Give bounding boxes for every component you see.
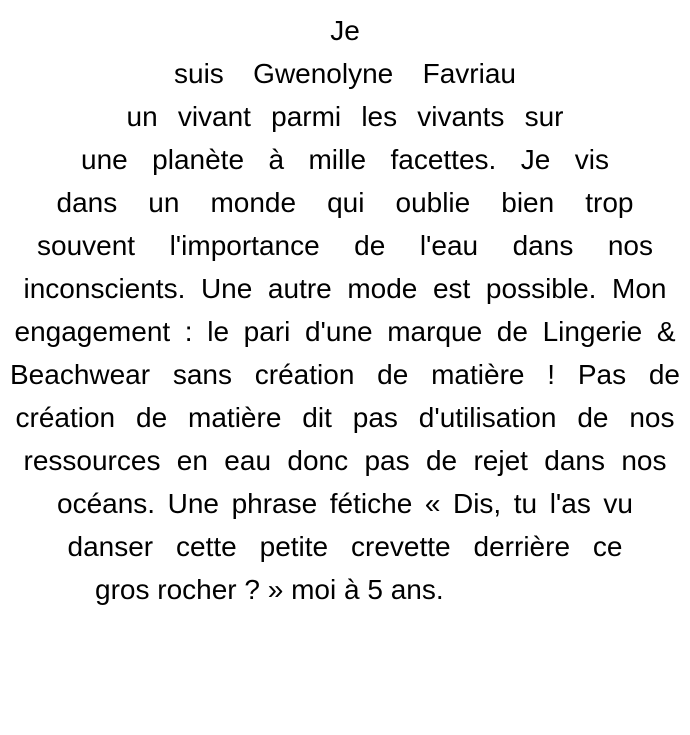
bio-line: gros rocher ? » moi à 5 ans. <box>95 574 444 605</box>
bio-line: ressources en eau donc pas de rejet dans nos <box>23 445 667 476</box>
bio-line: dans un monde qui oublie bien trop <box>56 187 634 218</box>
bio-line: danser cette petite crevette derrière ce <box>67 531 623 562</box>
bio-line: engagement : le pari d'une marque de Lingerie & <box>14 316 676 347</box>
bio-line: suis Gwenolyne Favriau <box>174 58 516 89</box>
bio-line: souvent l'importance de l'eau dans nos <box>37 230 653 261</box>
bio-line: une planète à mille facettes. Je vis <box>81 144 609 175</box>
bio-line: un vivant parmi les vivants sur <box>126 101 564 132</box>
bio-line: création de matière dit pas d'utilisation de nos <box>15 402 675 433</box>
bio-line: inconscients. Une autre mode est possible. Mon <box>23 273 667 304</box>
bio-line: Beachwear sans création de matière ! Pas de <box>10 359 680 390</box>
bio-line: Je <box>330 15 360 46</box>
bio-line: océans. Une phrase fétiche « Dis, tu l'as vu <box>57 488 633 519</box>
